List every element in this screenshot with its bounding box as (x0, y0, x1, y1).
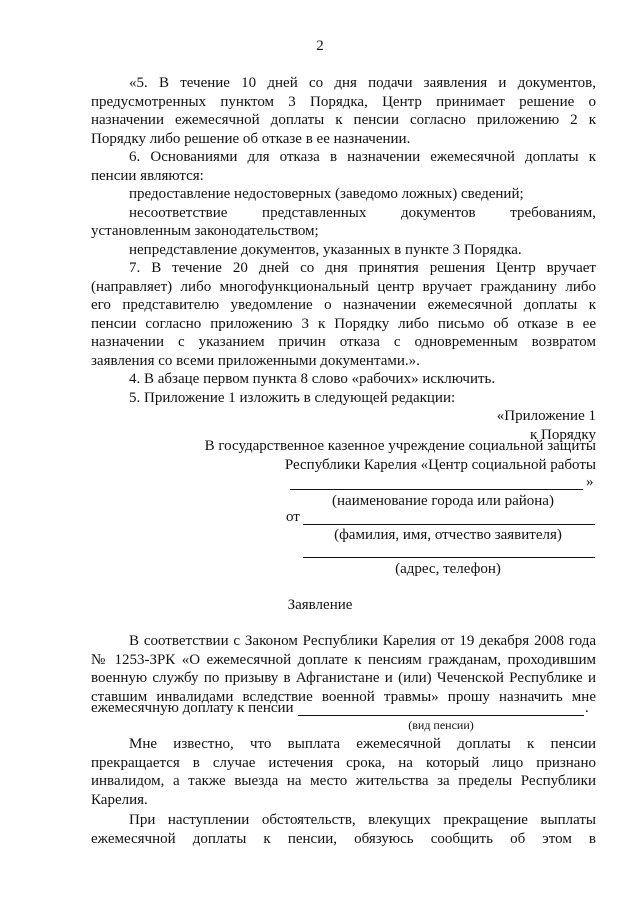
paragraph-6-item-3: непредставление документов, указанных в пункте 3 Порядка. (129, 241, 522, 258)
paragraph-7-line-4: пенсии согласно приложению 3 к Порядку либо письмо об отказе в ее (91, 315, 596, 332)
statement-line-5: ежемесячную доплату к пенсии (91, 700, 294, 716)
paragraph-5-line-3: назначении ежемесячной доплаты к пенсии согласно приложению 2 к (91, 112, 596, 128)
from-label: от (286, 509, 300, 525)
paragraph-7-line-3: его представителю уведомление о назначении ежемесячной доплаты к (91, 297, 596, 313)
addressee-line-1: В государственное казенное учреждение социальной защиты (204, 438, 596, 454)
paragraph-7-line-5: назначении с указанием причин отказа с одновременным возвратом (91, 334, 596, 350)
city-blank-line (290, 489, 583, 490)
pension-type-hint: (вид пенсии) (408, 718, 474, 732)
appendix-label: «Приложение 1 (496, 408, 596, 424)
statement-line-1: В соответствии с Законом Республики Карелия от 19 декабря 2008 года (129, 633, 596, 649)
statement-line-3: военную службу по призыву в Афганистане и (или) Чеченской Республике и (91, 670, 596, 686)
appendix-sublabel: к Порядку (530, 426, 596, 443)
address-hint: (адрес, телефон) (395, 561, 501, 577)
paragraph-6-item-2-line-2: установленным законодательством; (91, 223, 319, 239)
fio-blank-line (303, 524, 595, 525)
known-line-1: Мне известно, что выплата ежемесячной доплаты к пенсии (129, 736, 596, 752)
circumstances-line-1: При наступлении обстоятельств, влекущих прекращение выплаты (129, 812, 596, 828)
paragraph-6-item-1: предоставление недостоверных (заведомо ложных) сведений; (129, 186, 524, 202)
paragraph-6-item-2-line-1: несоответствие представленных документов требованиям, (129, 204, 596, 221)
statement-line-2: № 1253-ЗРК «О ежемесячной доплате к пенсиям гражданам, проходившим (91, 651, 596, 668)
amendment-4: 4. В абзаце первом пункта 8 слово «рабочих» исключить. (129, 371, 496, 387)
amendment-5: 5. Приложение 1 изложить в следующей редакции: (129, 389, 456, 406)
known-line-3: инвалидом, а также выезда на место жительства за пределы Республики (91, 773, 596, 789)
paragraph-5-line-4: Порядку либо решение об отказе в ее назначении. (91, 130, 411, 147)
paragraph-5-line-1: «5. В течение 10 дней со дня подачи заявления и документов, (129, 75, 596, 91)
statement-line-4: ставшим инвалидами вследствие военной травмы» прошу назначить мне (91, 688, 596, 705)
addressee-close-quote: » (586, 474, 594, 490)
paragraph-7-line-6: заявления со всеми приложенными документами.». (91, 352, 420, 369)
paragraph-6-line-1: 6. Основаниями для отказа в назначении ежемесячной доплаты к (129, 149, 596, 165)
addressee-line-2: Республики Карелия «Центр социальной работы (284, 456, 596, 473)
known-line-2: прекращается в случае истечения срока, на который лицо признано (91, 754, 596, 771)
paragraph-7-line-2: (направляет) либо многофункциональный центр вручает гражданину либо (91, 278, 596, 295)
paragraph-5-line-2: предусмотренных пунктом 3 Порядка, Центр принимает решение о (91, 93, 596, 110)
statement-title: Заявление (287, 597, 353, 613)
fio-hint: (фамилия, имя, отчество заявителя) (334, 527, 562, 543)
page-number: 2 (316, 38, 324, 54)
city-hint: (наименование города или района) (332, 493, 554, 509)
paragraph-7-line-1: 7. В течение 20 дней со дня принятия решения Центр вручает (129, 260, 596, 276)
address-blank-line (303, 557, 595, 558)
circumstances-line-2: ежемесячной доплаты к пенсии, обязуюсь сообщить об этом в (91, 830, 596, 847)
statement-end-period: . (585, 700, 589, 716)
known-line-4: Карелия. (91, 791, 148, 808)
paragraph-6-line-2: пенсии являются: (91, 167, 204, 184)
